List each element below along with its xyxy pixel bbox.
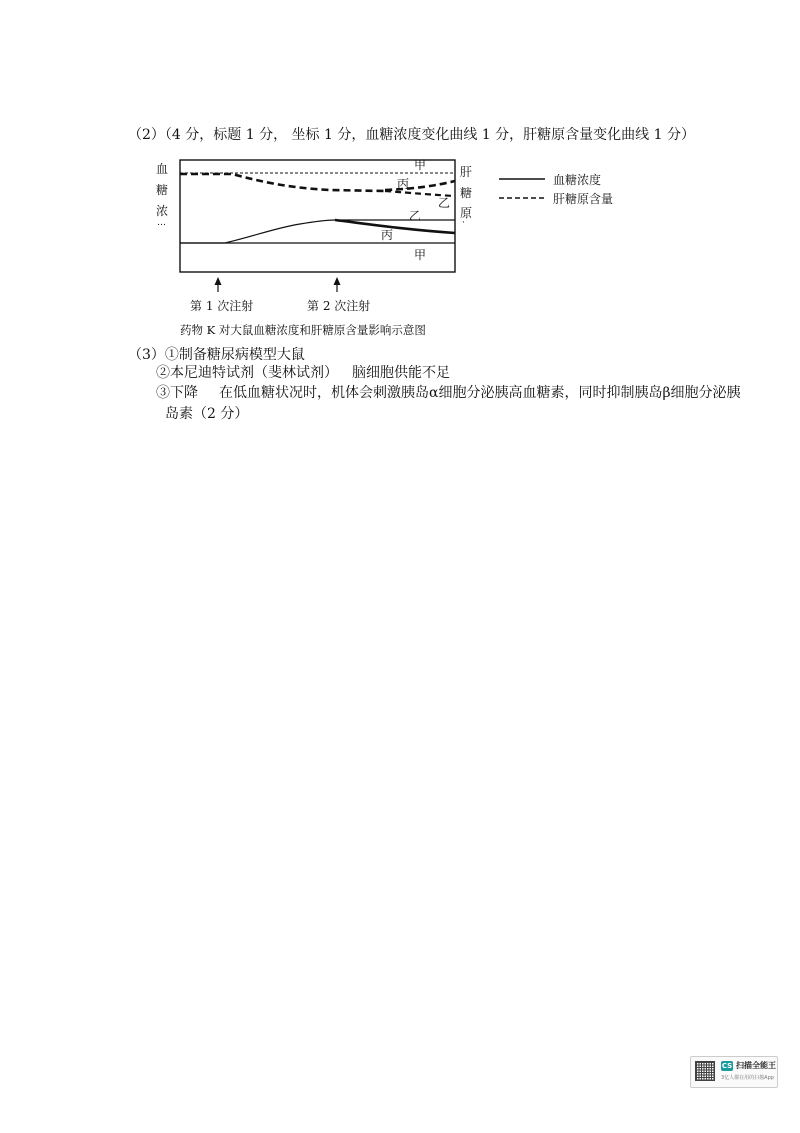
legend-dashed-label: 肝糖原含量 <box>553 192 614 206</box>
injection2-label: 第 2 次注射 <box>307 299 371 313</box>
part3-line3a: ③下降 <box>156 385 198 401</box>
glucose-bing-curve <box>335 220 455 233</box>
injection1-arrow-icon <box>215 277 222 285</box>
left-axis-char: 糖 <box>156 183 169 197</box>
part3-line1: （3）①制备糖尿病模型大鼠 <box>128 347 305 363</box>
glycogen-yi-curve <box>385 181 455 190</box>
legend-solid-label: 血糖浓度 <box>553 173 602 187</box>
right-axis-char: · <box>462 218 465 228</box>
part3-line4: 岛素（2 分） <box>165 406 249 422</box>
right-axis-char: 糖 <box>460 186 473 200</box>
glucose-rise-curve <box>180 220 335 243</box>
injection2-arrow-icon <box>334 277 341 285</box>
part3-line2b: 脑细胞供能不足 <box>352 365 450 381</box>
part3-line3b: 在低血糖状况时，机体会刺激胰岛α细胞分泌胰高血糖素，同时抑制胰岛β细胞分泌胰 <box>219 385 741 401</box>
label-yi-top: 乙 <box>438 196 451 210</box>
label-yi-mid: 乙 <box>409 209 422 223</box>
label-jia-top: 甲 <box>414 158 427 172</box>
injection1-label: 第 1 次注射 <box>190 299 254 313</box>
left-axis-char: 浓 <box>156 204 169 218</box>
label-bing-top: 丙 <box>397 177 410 191</box>
glycogen-decline-curve <box>180 174 385 191</box>
scanner-watermark <box>690 1056 778 1088</box>
qr-code-icon <box>695 1061 715 1081</box>
right-axis-char: 原 <box>460 206 473 220</box>
part2-heading: （2）（4 分，标题 1 分， 坐标 1 分，血糖浓度变化曲线 1 分，肝糖原含量变化曲线 1 分） <box>128 127 695 143</box>
label-bing-bottom: 丙 <box>381 228 394 242</box>
camscanner-logo-icon: CS <box>721 1062 733 1070</box>
left-axis-char: … <box>157 218 166 228</box>
figure-caption: 药物 K 对大鼠血糖浓度和肝糖原含量影响示意图 <box>180 323 426 337</box>
label-jia-bottom: 甲 <box>414 248 427 262</box>
scanner-tagline: 3亿人都在用的扫描App <box>721 1075 774 1081</box>
right-axis-char: 肝 <box>460 165 473 179</box>
part3-line2a: ②本尼迪特试剂（斐林试剂） <box>156 365 338 381</box>
scanner-app-name: 扫描全能王 <box>736 1061 776 1070</box>
left-axis-char: 血 <box>156 162 169 176</box>
